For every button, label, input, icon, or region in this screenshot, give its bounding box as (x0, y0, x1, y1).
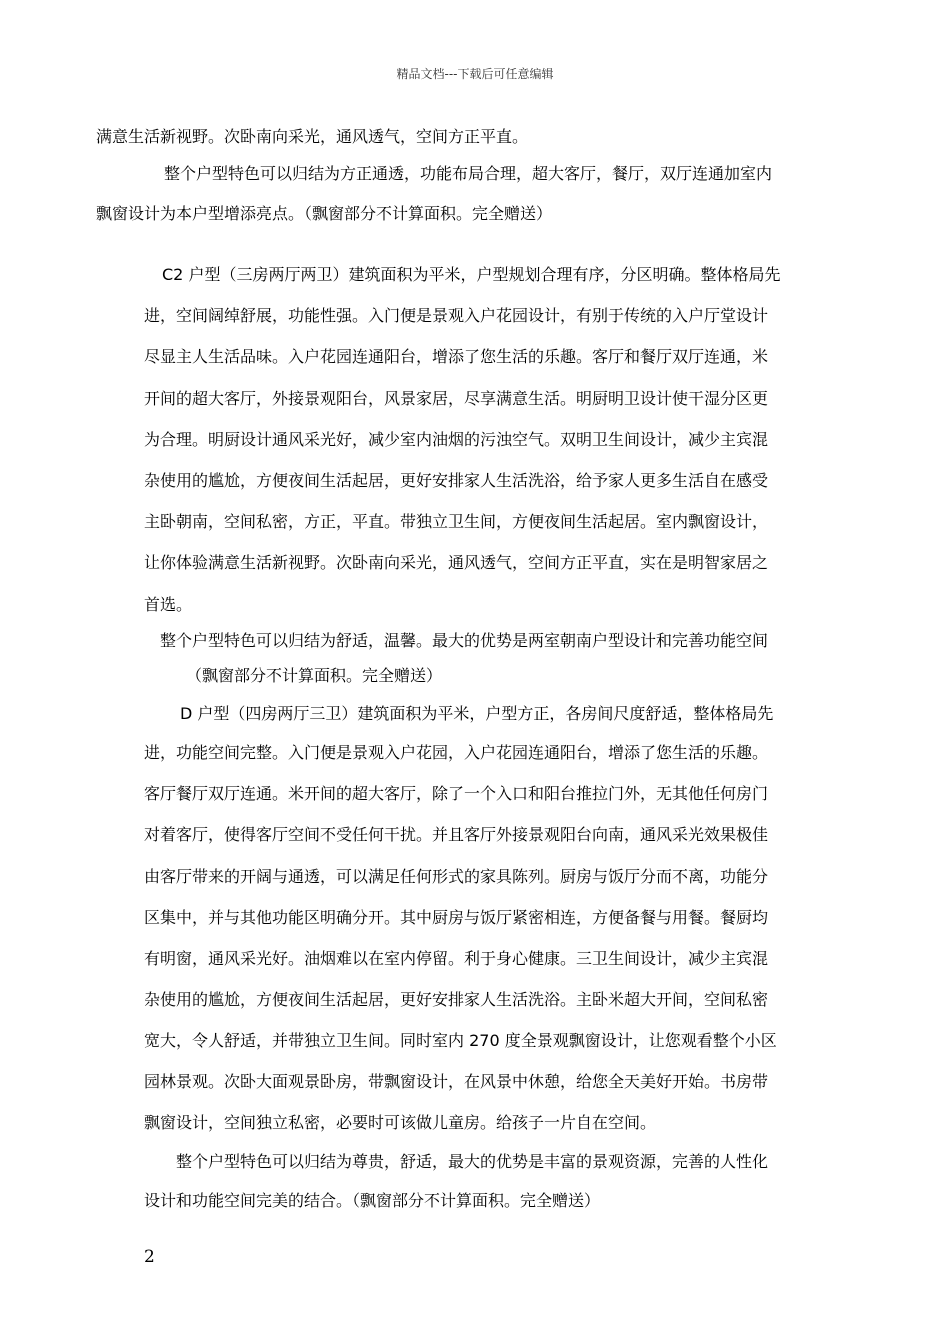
text-line: 宽大，令人舒适，并带独立卫生间。同时室内 270 度全景观飘窗设计，让您观看整个小区 (144, 1031, 777, 1050)
text-line: 整个户型特色可以归结为方正通透，功能布局合理，超大客厅，餐厅，双厅连通加室内 (164, 164, 773, 183)
text-line: 设计和功能空间完美的结合。（飘窗部分不计算面积。完全赠送） (144, 1191, 601, 1210)
text-line: 由客厅带来的开阔与通透，可以满足任何形式的家具陈列。厨房与饭厅分而不离，功能分 (144, 867, 769, 886)
text-line: 区集中，并与其他功能区明确分开。其中厨房与饭厅紧密相连，方便备餐与用餐。餐厨均 (144, 908, 769, 927)
text-line: 尽显主人生活品味。入户花园连通阳台，增添了您生活的乐趣。客厅和餐厅双厅连通，米 (144, 347, 769, 366)
text-line: 首选。 (144, 595, 193, 614)
text-line: 整个户型特色可以归结为尊贵，舒适，最大的优势是丰富的景观资源，完善的人性化 (176, 1152, 769, 1171)
text-line: 开间的超大客厅，外接景观阳台，风景家居，尽享满意生活。明厨明卫设计使干湿分区更 (144, 389, 769, 408)
text-line: 对着客厅，使得客厅空间不受任何干扰。并且客厅外接景观阳台向南，通风采光效果极佳 (144, 825, 769, 844)
text-line: 客厅餐厅双厅连通。米开间的超大客厅，除了一个入口和阳台推拉门外，无其他任何房门 (144, 784, 769, 803)
text-line: （飘窗部分不计算面积。完全赠送） (186, 666, 443, 685)
text-line: 飘窗设计，空间独立私密，必要时可该做儿童房。给孩子一片自在空间。 (144, 1113, 657, 1132)
text-line: 进，功能空间完整。入门便是景观入户花园，入户花园连通阳台，增添了您生活的乐趣。 (144, 743, 769, 762)
text-line: 有明窗，通风采光好。油烟难以在室内停留。利于身心健康。三卫生间设计，减少主宾混 (144, 949, 769, 968)
text-line: 杂使用的尴尬，方便夜间生活起居，更好安排家人生活洗浴。主卧米超大开间，空间私密 (144, 990, 769, 1009)
text-line: 为合理。明厨设计通风采光好，减少室内油烟的污浊空气。双明卫生间设计，减少主宾混 (144, 430, 769, 449)
text-line: C2 户型（三房两厅两卫）建筑面积为平米，户型规划合理有序，分区明确。整体格局先 (162, 265, 781, 284)
text-line: 满意生活新视野。次卧南向采光，通风透气，空间方正平直。 (96, 127, 529, 146)
text-line: 进，空间阔绰舒展，功能性强。入门便是景观入户花园设计，有别于传统的入户厅堂设计 (144, 306, 769, 325)
text-line: 主卧朝南，空间私密，方正，平直。带独立卫生间，方便夜间生活起居。室内飘窗设计， (144, 512, 769, 531)
text-line: 杂使用的尴尬，方便夜间生活起居，更好安排家人生活洗浴，给予家人更多生活自在感受 (144, 471, 769, 490)
page-header: 精品文档---下载后可任意编辑 (396, 67, 554, 81)
text-line: D 户型（四房两厅三卫）建筑面积为平米，户型方正，各房间尺度舒适，整体格局先 (180, 704, 774, 723)
page-number: 2 (144, 1247, 155, 1267)
text-line: 飘窗设计为本户型增添亮点。（飘窗部分不计算面积。完全赠送） (96, 204, 553, 223)
text-line: 园林景观。次卧大面观景卧房，带飘窗设计，在风景中休憩，给您全天美好开始。书房带 (144, 1072, 769, 1091)
text-line: 整个户型特色可以归结为舒适，温馨。最大的优势是两室朝南户型设计和完善功能空间 (160, 631, 769, 650)
text-line: 让你体验满意生活新视野。次卧南向采光，通风透气，空间方正平直，实在是明智家居之 (144, 553, 769, 572)
